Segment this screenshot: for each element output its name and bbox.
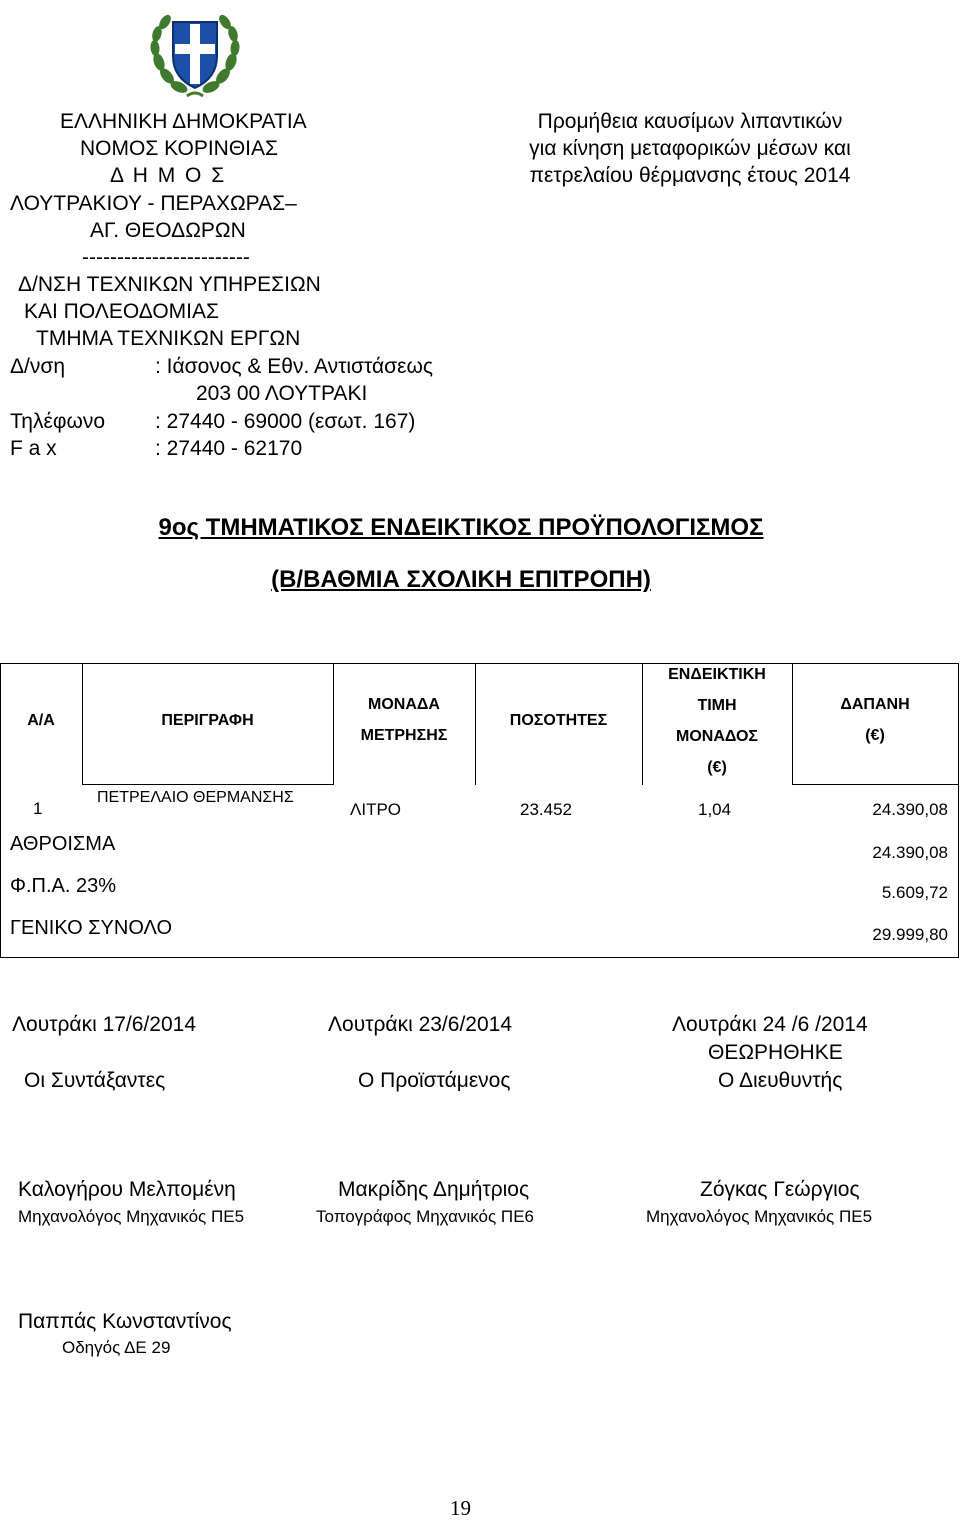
- row-description: ΠΕΤΡΕΛΑΙΟ ΘΕΡΜΑΝΣΗΣ: [97, 789, 294, 806]
- vat-label: Φ.Π.Α. 23%: [10, 875, 116, 897]
- role-director: Ο Διευθυντής: [718, 1069, 843, 1092]
- signatory-title-1: Μηχανολόγος Μηχανικός ΠΕ5: [18, 1207, 245, 1226]
- header-line-directorate-cont: ΚΑΙ ΠΟΛΕΟΔΟΜΙΑΣ: [24, 300, 219, 323]
- page-number: 19: [450, 1496, 471, 1520]
- address-value: : Ιάσονος & Εθν. Αντιστάσεως: [155, 355, 433, 378]
- sum-value: 24.390,08: [872, 843, 948, 862]
- sum-label: ΑΘΡΟΙΣΜΑ: [10, 833, 116, 855]
- date-director: Λουτράκι 24 /6 /2014: [672, 1013, 868, 1036]
- table-border-bottom: [0, 957, 959, 958]
- project-line-2: για κίνηση μεταφορικών μέσων και: [529, 137, 851, 160]
- table-border-top: [0, 663, 959, 664]
- table-border-right: [958, 663, 959, 958]
- signatory-name-1: Καλογήρου Μελπομένη: [18, 1178, 236, 1201]
- project-line-1: Προμήθεια καυσίμων λιπαντικών: [537, 110, 843, 133]
- header-line-municipality: Δ Η Μ Ο Σ: [110, 164, 227, 187]
- fax-label: F a x: [10, 437, 57, 460]
- col-header-aa: Α/Α: [27, 712, 55, 729]
- header-line-municipality-name-cont: ΑΓ. ΘΕΟΔΩΡΩΝ: [90, 219, 246, 242]
- col-header-quantity: ΠΟΣΟΤΗΤΕΣ: [509, 712, 608, 729]
- col-header-unit-2: ΜΕΤΡΗΣΗΣ: [360, 727, 448, 744]
- row-aa: 1: [33, 799, 43, 818]
- approved-label: ΘΕΩΡΗΘΗΚΕ: [708, 1041, 843, 1064]
- vat-value: 5.609,72: [881, 883, 948, 902]
- phone-value: : 27440 - 69000 (εσωτ. 167): [155, 410, 416, 433]
- col-header-price-4: (€): [707, 759, 727, 776]
- address-label: Δ/νση: [10, 355, 66, 378]
- row-price: 1,04: [698, 800, 732, 819]
- table-header-bottom-right: [792, 784, 959, 785]
- col-header-description: ΠΕΡΙΓΡΑΦΗ: [161, 712, 254, 729]
- greek-emblem: [145, 4, 245, 104]
- row-quantity: 23.452: [520, 800, 572, 819]
- header-line-directorate: Δ/ΝΣΗ ΤΕΧΝΙΚΩΝ ΥΠΗΡΕΣΙΩΝ: [18, 273, 321, 296]
- total-label: ΓΕΝΙΚΟ ΣΥΝΟΛΟ: [10, 917, 173, 939]
- signatory-title-4: Οδηγός ΔΕ 29: [62, 1338, 171, 1357]
- phone-label: Τηλέφωνο: [10, 410, 106, 433]
- header-line-department: ΤΜΗΜΑ ΤΕΧΝΙΚΩΝ ΕΡΓΩΝ: [36, 327, 301, 350]
- role-authors: Οι Συντάξαντες: [24, 1069, 166, 1092]
- address-city: 203 00 ΛΟΥΤΡΑΚΙ: [196, 382, 368, 405]
- project-line-3: πετρελαίου θέρμανσης έτους 2014: [529, 164, 851, 187]
- signatory-name-2: Μακρίδης Δημήτριος: [338, 1178, 530, 1201]
- col-header-cost-1: ΔΑΠΑΝΗ: [840, 696, 910, 713]
- signatory-name-3: Ζόγκας Γεώργιος: [700, 1178, 860, 1201]
- date-supervisor: Λουτράκι 23/6/2014: [328, 1013, 512, 1036]
- table-header-bottom-left: [82, 784, 334, 785]
- row-cost: 24.390,08: [872, 800, 948, 819]
- date-authors: Λουτράκι 17/6/2014: [12, 1013, 196, 1036]
- signatory-title-2: Τοπογράφος Μηχανικός ΠΕ6: [316, 1207, 534, 1226]
- document-subtitle: (Β/ΒΑΘΜΙΑ ΣΧΟΛΙΚΗ ΕΠΙΤΡΟΠΗ): [271, 566, 651, 593]
- row-unit: ΛΙΤΡΟ: [350, 800, 402, 819]
- header-line-republic: ΕΛΛΗΝΙΚΗ ΔΗΜΟΚΡΑΤΙΑ: [60, 110, 307, 133]
- header-line-municipality-name: ΛΟΥΤΡΑΚΙΟΥ - ΠΕΡΑΧΩΡΑΣ–: [10, 192, 297, 215]
- budget-table: [0, 663, 960, 958]
- col-header-price-1: ΕΝΔΕΙΚΤΙΚΗ: [668, 666, 766, 683]
- total-value: 29.999,80: [872, 925, 948, 944]
- signatory-name-4: Παππάς Κωνσταντίνος: [18, 1310, 232, 1333]
- header-line-prefecture: ΝΟΜΟΣ ΚΟΡΙΝΘΙΑΣ: [80, 137, 279, 160]
- fax-value: : 27440 - 62170: [155, 437, 303, 460]
- col-header-unit-1: ΜΟΝΑΔΑ: [368, 696, 440, 713]
- col-header-price-3: ΜΟΝΑΔΟΣ: [676, 728, 758, 745]
- col-header-price-2: ΤΙΜΗ: [697, 697, 737, 714]
- document-title: 9ος ΤΜΗΜΑΤΙΚΟΣ ΕΝΔΕΙΚΤΙΚΟΣ ΠΡΟΫΠΟΛΟΓΙΣΜΟΣ: [158, 514, 764, 541]
- header-divider-dashes: ------------------------: [82, 246, 250, 269]
- col-header-cost-2: (€): [865, 727, 885, 744]
- signatory-title-3: Μηχανολόγος Μηχανικός ΠΕ5: [646, 1207, 873, 1226]
- role-supervisor: Ο Προϊστάμενος: [358, 1069, 511, 1092]
